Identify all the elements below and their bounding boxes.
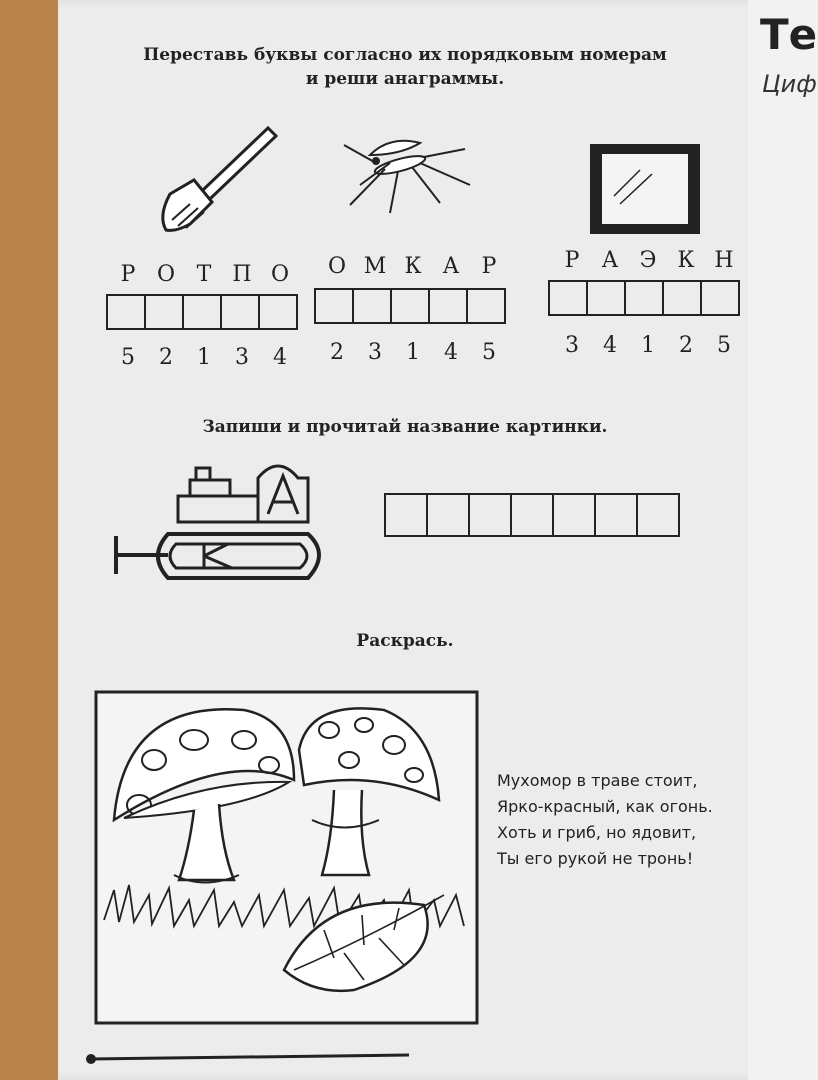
letter: К: [404, 254, 422, 279]
anagram3-letters: [553, 248, 743, 273]
answer-cell[interactable]: [468, 290, 504, 322]
poem-line: Ты его рукой не тронь!: [497, 849, 694, 868]
order-number: 1: [406, 340, 420, 365]
anagram1-numbers: [109, 345, 299, 370]
letter: А: [601, 248, 619, 273]
anagram1-letters: [109, 262, 299, 287]
answer-cell[interactable]: [430, 290, 468, 322]
order-number: 5: [482, 340, 496, 365]
mosquito-icon: [330, 125, 480, 215]
answer-cell[interactable]: [596, 495, 638, 535]
letter: О: [156, 262, 176, 287]
letter: П: [232, 262, 252, 287]
poem: [497, 768, 713, 872]
order-number: 1: [641, 333, 655, 358]
anagram3-answer-boxes[interactable]: [548, 280, 740, 316]
answer-cell[interactable]: [222, 296, 260, 328]
order-number: 3: [235, 345, 249, 370]
order-number: 2: [330, 340, 344, 365]
anagram3-numbers: [553, 333, 743, 358]
answer-cell[interactable]: [702, 282, 738, 314]
letter: Р: [564, 248, 580, 273]
letter: А: [442, 254, 460, 279]
answer-cell[interactable]: [260, 296, 296, 328]
order-number: 5: [717, 333, 731, 358]
next-page-title: Те: [760, 10, 818, 59]
next-page-subtitle: Циф: [762, 70, 817, 98]
answer-cell[interactable]: [392, 290, 430, 322]
answer-cell[interactable]: [316, 290, 354, 322]
order-number: 2: [159, 345, 173, 370]
bottom-rule: [84, 1052, 414, 1066]
poem-line: Мухомор в траве стоит,: [497, 771, 698, 790]
poem-line: Ярко-красный, как огонь.: [497, 797, 713, 816]
task1-heading-line2: и реши анаграммы.: [305, 69, 505, 89]
anagram2-answer-boxes[interactable]: [314, 288, 506, 324]
order-number: 4: [603, 333, 617, 358]
poem-line: Хоть и гриб, но ядовит,: [497, 823, 697, 842]
task2-heading: Запиши и прочитай название картинки.: [202, 417, 608, 437]
answer-cell[interactable]: [664, 282, 702, 314]
axe-icon: [150, 120, 280, 240]
letter: Н: [714, 248, 734, 273]
order-number: 1: [197, 345, 211, 370]
letter: О: [327, 254, 347, 279]
excavator-answer-boxes[interactable]: [384, 493, 680, 537]
order-number: 3: [565, 333, 579, 358]
screen-icon: [586, 140, 706, 240]
letter: Р: [481, 254, 497, 279]
answer-cell[interactable]: [588, 282, 626, 314]
order-number: 5: [121, 345, 135, 370]
excavator-icon: [108, 458, 338, 588]
letter: К: [677, 248, 695, 273]
order-number: 2: [679, 333, 693, 358]
answer-cell[interactable]: [470, 495, 512, 535]
letter: Р: [120, 262, 136, 287]
answer-cell[interactable]: [146, 296, 184, 328]
anagram2-letters: [318, 254, 508, 279]
answer-cell[interactable]: [550, 282, 588, 314]
anagram2-numbers: [318, 340, 508, 365]
order-number: 4: [444, 340, 458, 365]
letter: Т: [196, 262, 212, 287]
letter: О: [270, 262, 290, 287]
answer-cell[interactable]: [638, 495, 678, 535]
answer-cell[interactable]: [626, 282, 664, 314]
answer-cell[interactable]: [512, 495, 554, 535]
anagram1-answer-boxes[interactable]: [106, 294, 298, 330]
order-number: 4: [273, 345, 287, 370]
answer-cell[interactable]: [354, 290, 392, 322]
task1-heading-line1: Переставь буквы согласно их порядковым номерам: [143, 45, 667, 65]
answer-cell[interactable]: [428, 495, 470, 535]
letter: М: [363, 254, 387, 279]
order-number: 3: [368, 340, 382, 365]
answer-cell[interactable]: [184, 296, 222, 328]
answer-cell[interactable]: [108, 296, 146, 328]
task3-heading: Раскрась.: [356, 631, 454, 651]
letter: Э: [639, 248, 657, 273]
answer-cell[interactable]: [386, 495, 428, 535]
answer-cell[interactable]: [554, 495, 596, 535]
next-page-edge: [748, 0, 818, 1080]
mushrooms-icon[interactable]: [94, 690, 479, 1025]
